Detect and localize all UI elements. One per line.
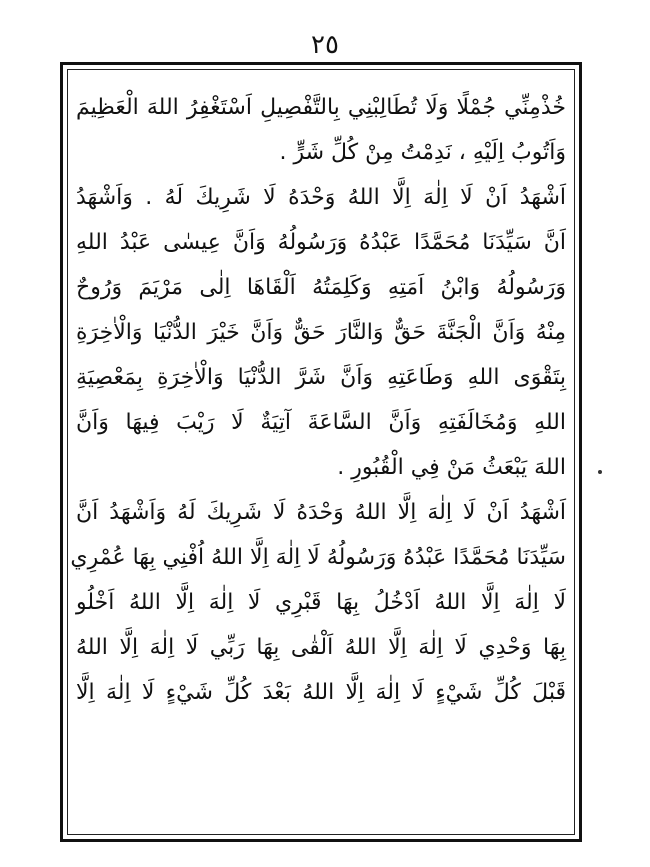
text-line-13: بِهَا وَحْدِي لَا اِلٰهَ اِلَّا اللهُ اَلْقٰى بِهَا رَبِّي لَا اِلٰهَ اِلَّا اللهُ — [76, 635, 566, 660]
text-line-11: سَيِّدَنَا مُحَمَّدًا عَبْدُهُ وَرَسُولُهُ لَا اِلٰهَ اِلَّا اللهُ اُفْنِي بِهَا عُمْرِي — [70, 545, 566, 570]
text-line-10: اَشْهَدُ اَنْ لَا اِلٰهَ اِلَّا اللهُ وَحْدَهُ لَا شَرِيكَ لَهُ وَاَشْهَدُ اَنَّ — [76, 500, 566, 525]
margin-dot-mark — [598, 470, 602, 474]
page-number: ٢٥ — [311, 30, 339, 60]
arabic-text-block — [70, 85, 572, 835]
text-line-9: اللهَ يَبْعَثُ مَنْ فِي الْقُبُورِ . — [337, 455, 566, 480]
text-line-12: لَا اِلٰهَ اِلَّا اللهُ اَدْخُلُ بِهَا قَبْرِي لَا اِلٰهَ اِلَّا اللهُ اَخْلُو — [76, 590, 566, 615]
text-line-2: وَاَتُوبُ اِلَيْهِ ، نَدِمْتُ مِنْ كُلِّ شَرٍّ . — [279, 140, 566, 165]
text-line-5: وَرَسُولُهُ وَابْنُ اَمَتِهِ وَكَلِمَتُهُ اَلْقَاهَا اِلٰى مَرْيَمَ وَرُوحٌ — [76, 275, 566, 300]
text-line-1: خُذْمِنِّي جُمْلًا وَلَا تُطَالِبْنِي بِالتَّفْصِيلِ اَسْتَغْفِرُ اللهَ الْعَظِيمَ — [76, 95, 566, 120]
text-line-14: قَبْلَ كُلِّ شَيْءٍ لَا اِلٰهَ اِلَّا اللهُ بَعْدَ كُلِّ شَيْءٍ لَا اِلٰهَ اِلَّا — [76, 680, 566, 705]
text-line-7: بِتَقْوَى اللهِ وَطَاعَتِهِ وَاَنَّ شَرَّ الدُّنْيَا وَالْاٰخِرَةِ بِمَعْصِيَةِ — [76, 365, 566, 390]
text-line-3: اَشْهَدُ اَنْ لَا اِلٰهَ اِلَّا اللهُ وَحْدَهُ لَا شَرِيكَ لَهُ . وَاَشْهَدُ — [76, 185, 566, 210]
text-line-8: اللهِ وَمُخَالَفَتِهِ وَاَنَّ السَّاعَةَ آتِيَةٌ لَا رَيْبَ فِيهَا وَاَنَّ — [76, 410, 566, 435]
text-line-6: مِنْهُ وَاَنَّ الْجَنَّةَ حَقٌّ وَالنَّارَ حَقٌّ وَاَنَّ خَيْرَ الدُّنْيَا وَالْاٰخِرَةِ — [76, 320, 566, 345]
text-line-4: اَنَّ سَيِّدَنَا مُحَمَّدًا عَبْدُهُ وَرَسُولُهُ وَاَنَّ عِيسٰى عَبْدُ اللهِ — [76, 230, 566, 255]
